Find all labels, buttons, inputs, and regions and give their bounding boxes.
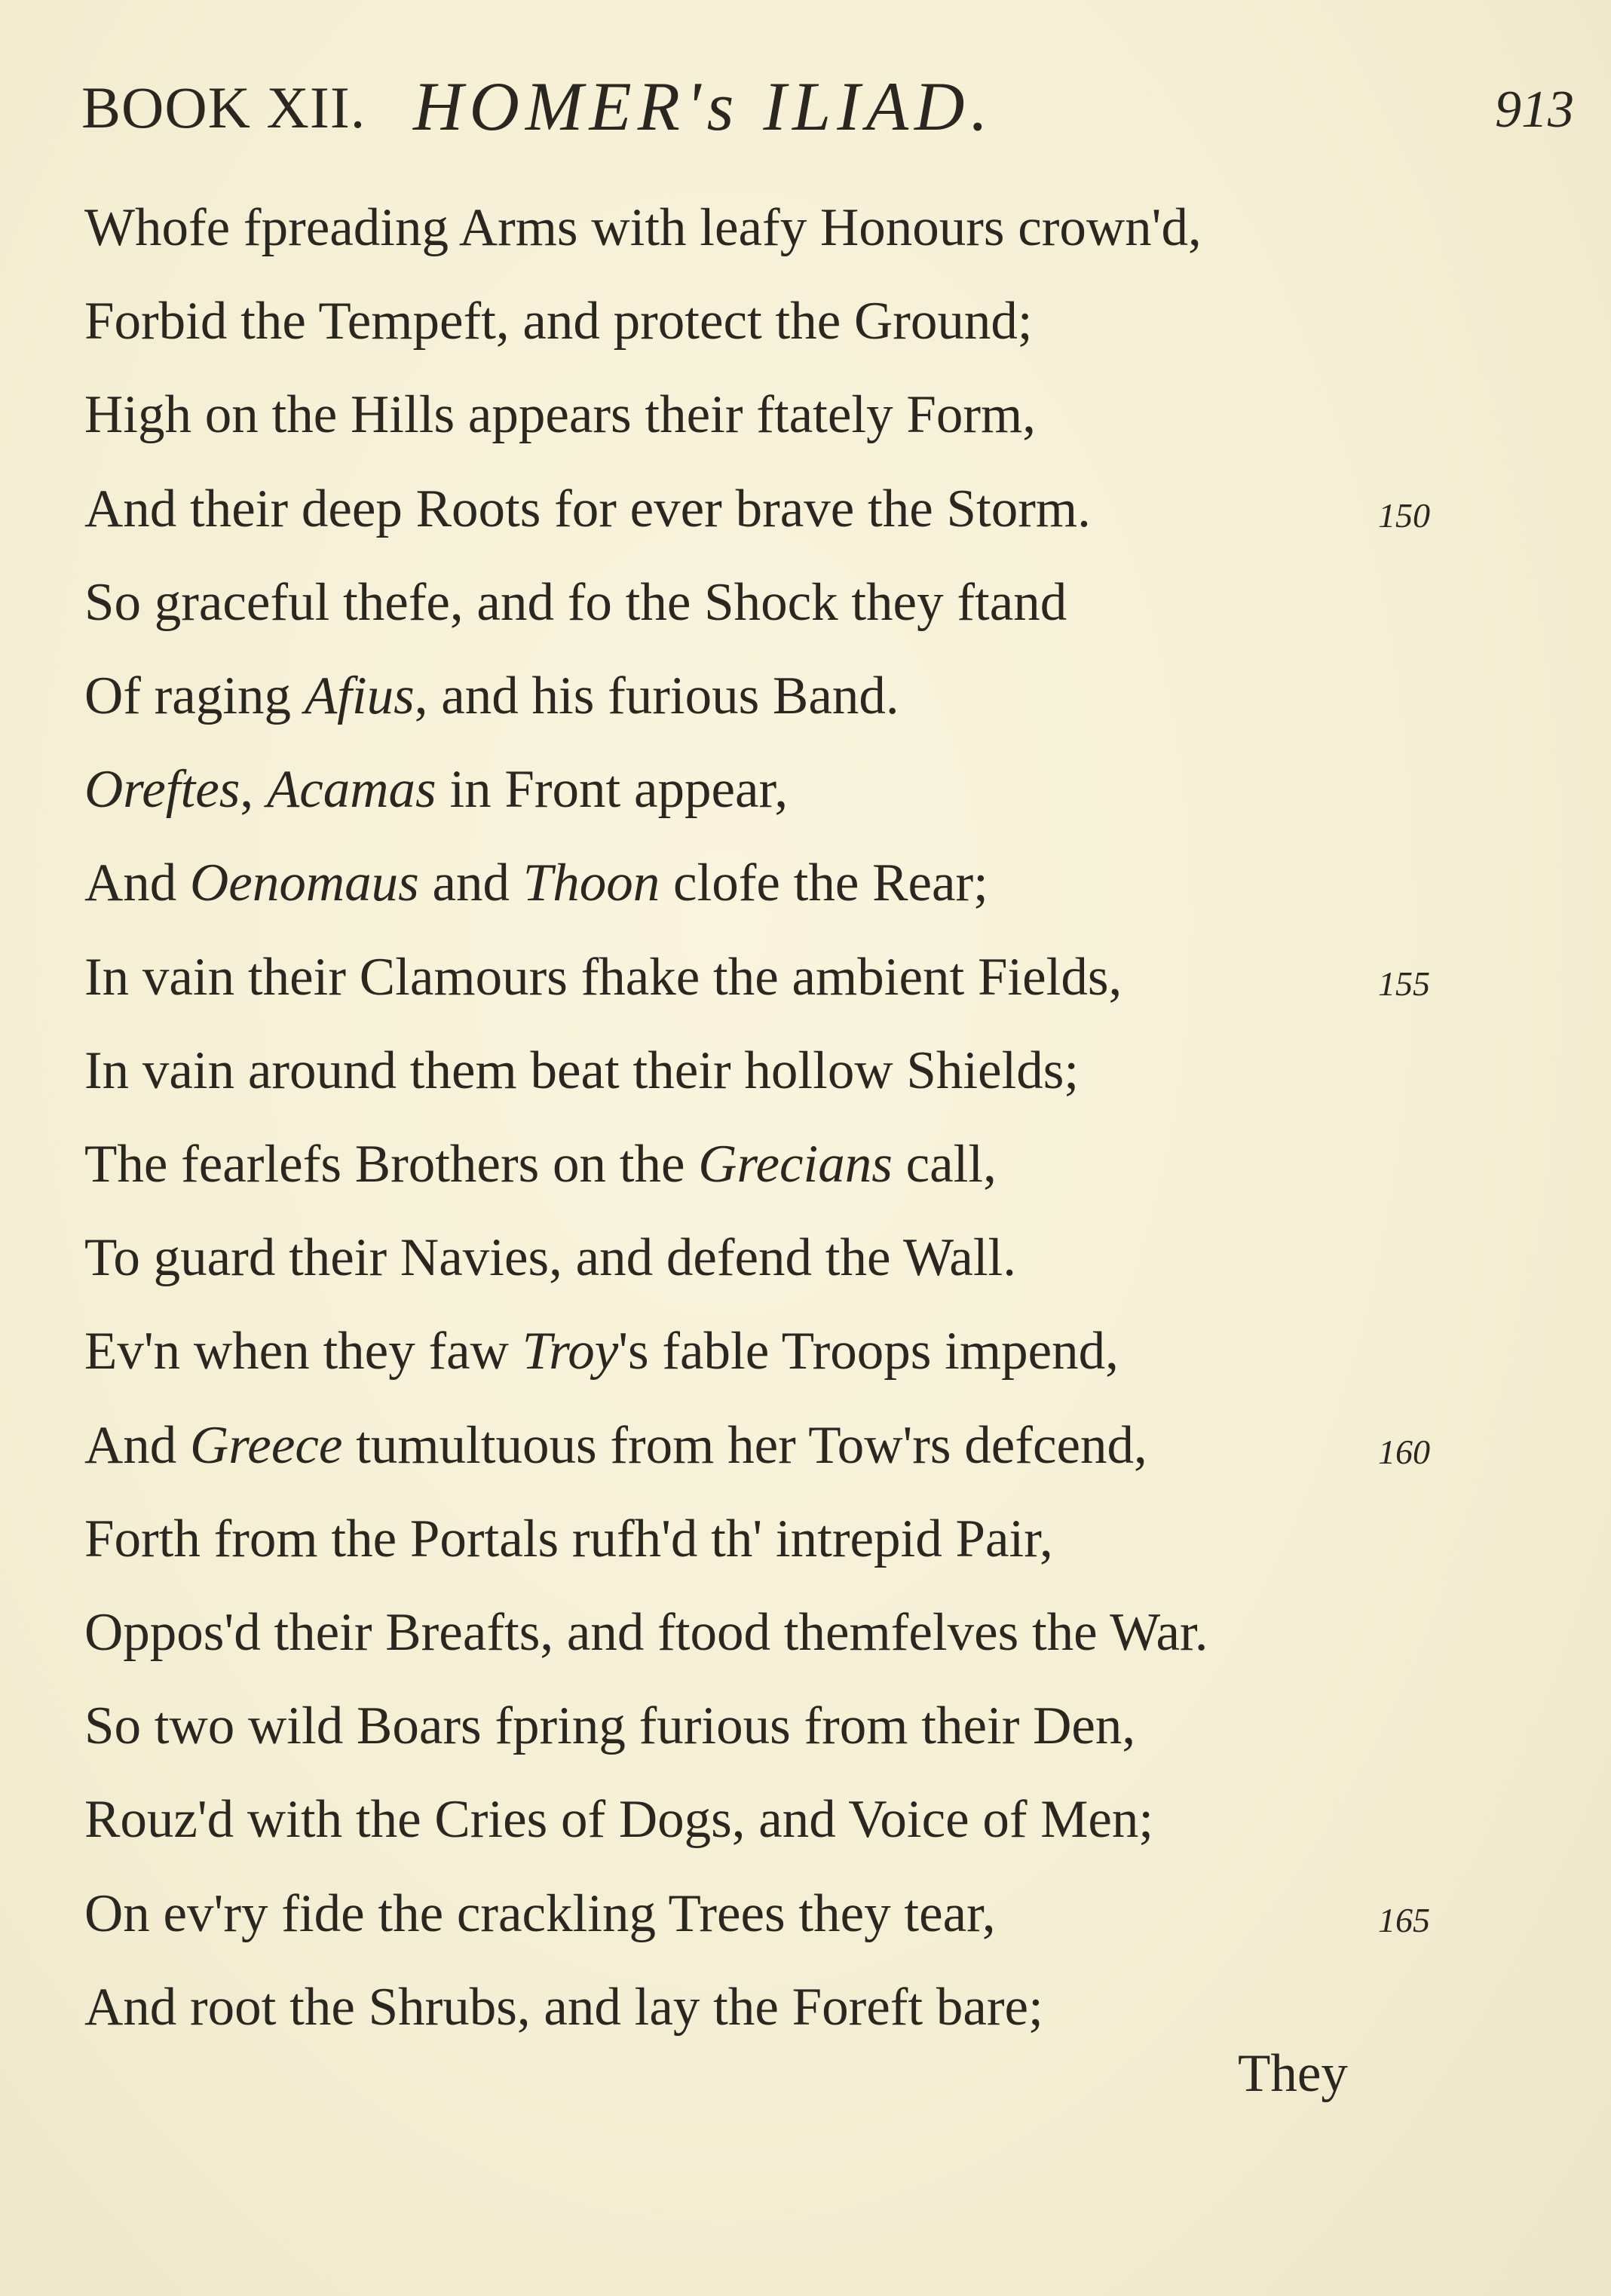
verse-italic-name: Thoon <box>522 854 660 912</box>
verse-text: And <box>84 854 191 912</box>
verse-line <box>84 1228 1016 1288</box>
verse-line <box>84 666 899 726</box>
verse-text: To guard their Navies, and defend the Wall. <box>84 1228 1017 1287</box>
verse-text: The fearlefs Brothers on the <box>84 1135 699 1194</box>
verse-text: Ev'n when they faw <box>84 1322 522 1381</box>
verse-text: Oppos'd their Breafts, and ftood themfelves the War. <box>84 1603 1208 1662</box>
verse-text: And their deep Roots for ever brave the Storm. <box>84 480 1091 538</box>
verse-text: and <box>418 854 523 912</box>
verse-line <box>84 1321 1119 1381</box>
verse-text: Of raging <box>84 667 305 725</box>
verse-text: So two wild Boars fpring furious from their Den, <box>84 1697 1136 1755</box>
verse-line <box>84 1696 1135 1756</box>
verse-line <box>84 479 1091 539</box>
verse-line <box>84 1884 996 1944</box>
verse-text: call, <box>892 1135 997 1194</box>
verse-text: , and his furious Band. <box>414 667 899 725</box>
verse-line <box>84 198 1202 258</box>
verse-italic-name: Acamas <box>266 760 436 819</box>
verse-text: In vain around them beat their hollow Shields; <box>84 1041 1080 1100</box>
verse-text: Rouz'd with the Cries of Dogs, and Voice of Men; <box>84 1790 1154 1849</box>
verse-line <box>84 947 1122 1007</box>
verse-text: Forbid the Tempeft, and protect the Ground; <box>84 292 1033 351</box>
verse-text: And root the Shrubs, and lay the Foreft bare; <box>84 1978 1043 2037</box>
verse-italic-name: Troy <box>522 1322 619 1381</box>
verse-line <box>84 1509 1053 1569</box>
verse-italic-name: Afius <box>304 667 415 725</box>
page-number: 913 <box>1495 81 1574 139</box>
verse-line <box>84 1789 1153 1850</box>
verse-line <box>84 1602 1208 1663</box>
verse-italic-name: Oreftes <box>84 760 240 819</box>
verse-text: On ev'ry fide the crackling Trees they tear, <box>84 1884 996 1943</box>
verse-text: tumultuous from her Tow'rs defcend, <box>342 1416 1147 1475</box>
book-label: BOOK XII. <box>81 75 366 140</box>
verse-italic-name: Greece <box>190 1416 343 1475</box>
verse-line <box>84 1134 997 1194</box>
verse-text: , <box>240 760 267 819</box>
verse-line <box>84 572 1067 633</box>
verse-text: So graceful thefe, and fo the Shock they ftand <box>84 573 1067 632</box>
verse-line <box>84 1415 1147 1476</box>
line-number: 165 <box>1378 1901 1430 1939</box>
verse-text: Forth from the Portals rufh'd th' intrepid Pair, <box>84 1510 1053 1568</box>
verse-line <box>84 759 788 820</box>
verse-text: clofe the Rear; <box>660 854 988 912</box>
verse-text: 's fable Troops impend, <box>618 1322 1119 1381</box>
verse-text: And <box>84 1416 191 1475</box>
verse-italic-name: Oenomaus <box>190 854 419 912</box>
verse-line <box>84 1041 1079 1101</box>
line-number: 150 <box>1378 496 1430 535</box>
verse-text: In vain their Clamours fhake the ambient Fields, <box>84 948 1122 1007</box>
verse-line <box>84 291 1033 351</box>
verse-line <box>84 1977 1043 2037</box>
verse-text: High on the Hills appears their ftately Form, <box>84 385 1036 444</box>
line-number: 155 <box>1378 964 1430 1003</box>
catchword: They <box>1238 2044 1348 2103</box>
verse-text: in Front appear, <box>436 760 789 819</box>
verse-line <box>84 385 1036 445</box>
verse-line <box>84 853 988 913</box>
verse-italic-name: Grecians <box>698 1135 893 1194</box>
running-title: HOMER's ILIAD. <box>413 68 994 145</box>
verse-text: Whofe fpreading Arms with leafy Honours crown'd, <box>84 198 1202 257</box>
line-number: 160 <box>1378 1433 1430 1471</box>
